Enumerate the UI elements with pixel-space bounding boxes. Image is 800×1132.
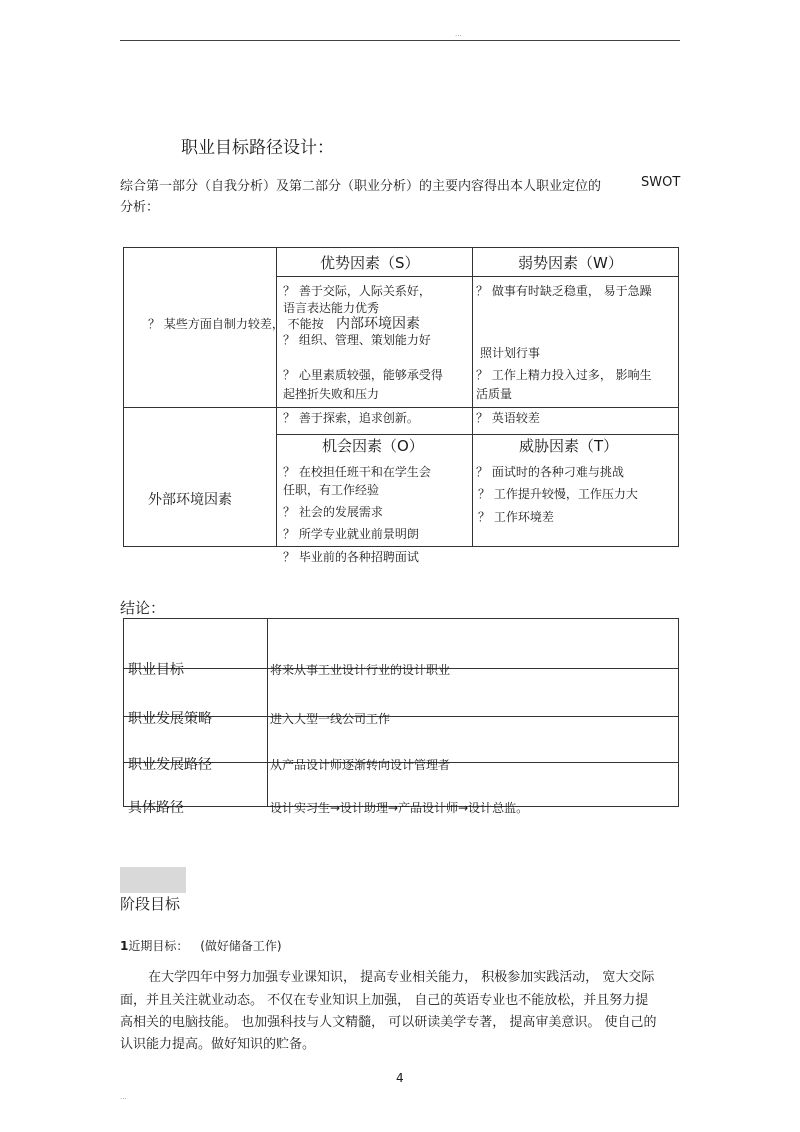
internal-environment-label: 内部环境因素 [336, 316, 420, 332]
strength-item: ？ 组织、管理、策划能力好 [283, 333, 431, 347]
strength-item: 语言表达能力优秀 [283, 301, 380, 315]
weakness-item: ？ 工作上精力投入过多， 影响生 [476, 368, 652, 382]
header-dots: ... [455, 30, 462, 38]
threat-item: ？ 工作环境差 [478, 510, 554, 524]
conclusion-row-key: 职业目标 [128, 662, 184, 678]
weaknesses-heading: 弱势因素（W） [518, 254, 623, 272]
intro-swot: SWOT [641, 175, 681, 190]
conclusion-row-key: 具体路径 [128, 800, 184, 816]
weakness-item: 活质量 [476, 387, 513, 401]
threat-item: ？ 工作提升较慢，工作压力大 [478, 487, 638, 501]
strengths-heading: 优势因素（S） [320, 254, 420, 272]
strength-item: ？ 善于交际，人际关系好， [283, 284, 431, 298]
opportunity-item: ？ 社会的发展需求 [283, 505, 383, 519]
short-term-label: 近期目标： [128, 939, 189, 953]
conclusion-row-value: 从产品设计师逐渐转向设计管理者 [270, 758, 451, 772]
opportunity-item: ？ 所学专业就业前景明朗 [283, 527, 419, 541]
opportunities-heading: 机会因素（O） [322, 437, 424, 455]
conclusion-label: 结论： [120, 599, 166, 617]
stage-heading: 阶段目标 [120, 895, 181, 913]
intro-line-1: 综合第一部分（自我分析）及第二部分（职业分析）的主要内容得出本人职业定位的 [120, 179, 602, 194]
strength-item: ？ 心里素质较强，能够承受得 [283, 368, 443, 382]
threat-item: ？ 面试时的各种刁难与挑战 [476, 465, 624, 479]
short-term-note: (做好储备工作) [200, 939, 282, 953]
conclusion-row-value: 设计实习生→设计助理→产品设计师→设计总监。 [270, 801, 529, 815]
weakness-item: 照计划行事 [480, 346, 541, 360]
conclusion-row-value: 进入大型一线公司工作 [270, 712, 391, 726]
external-environment-label: 外部环境因素 [148, 492, 232, 508]
conclusion-row-key: 职业发展路径 [128, 757, 212, 773]
paragraph-line: 面，并且关注就业动态。 不仅在专业知识上加强， 自己的英语专业也不能放松，并且努力提 [120, 993, 649, 1008]
opportunity-item: ？ 毕业前的各种招聘面试 [283, 550, 419, 564]
internal-left-item: ？ 某些方面自制力较差， 不能按 [148, 317, 324, 331]
strength-item: 起挫折失败和压力 [283, 387, 380, 401]
conclusion-row-value: 将来从事工业设计行业的设计职业 [270, 663, 451, 677]
page-title: 职业目标路径设计： [181, 138, 334, 158]
weakness-item: ？ 英语较差 [476, 411, 540, 425]
weakness-item: ？ 做事有时缺乏稳重， 易于急躁 [476, 284, 652, 298]
opportunity-item: 任职，有工作经验 [283, 483, 380, 497]
strength-item: ？ 善于探索，追求创新。 [283, 411, 419, 425]
short-term-heading [120, 937, 282, 954]
page-number: 4 [396, 1071, 404, 1085]
short-term-number: 1 [120, 939, 129, 953]
footer-dots: ... [120, 1093, 127, 1101]
paragraph-line: 高相关的电脑技能。 也加强科技与人文精髓， 可以研读美学专著， 提高审美意识。 使自己的 [120, 1015, 657, 1030]
paragraph-line: 在大学四年中努力加强专业课知识， 提高专业相关能力， 积极参加实践活动， 宽大交际 [148, 970, 655, 985]
header-rule [120, 40, 680, 41]
opportunity-item: ？ 在校担任班干和在学生会 [283, 465, 431, 479]
intro-line-2: 分析： [120, 200, 160, 215]
paragraph-line: 认识能力提高。做好知识的贮备。 [120, 1037, 316, 1052]
conclusion-row-key: 职业发展策略 [128, 711, 212, 727]
threats-heading: 威胁因素（T） [519, 437, 619, 455]
section-marker [120, 867, 186, 893]
